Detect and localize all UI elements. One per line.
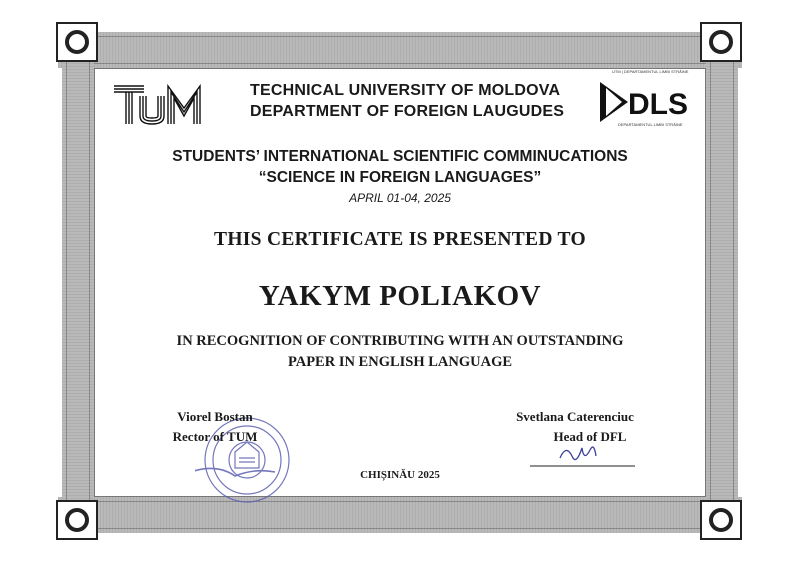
left-signatory-name: Viorel Bostan: [177, 409, 253, 424]
corner-ornament-bottom-left: [56, 500, 98, 540]
place-and-year: CHIȘINĂU 2025: [360, 469, 440, 481]
corner-ornament-bottom-right: [700, 500, 742, 540]
event-line-2: “SCIENCE IN FOREIGN LANGUAGES”: [258, 169, 542, 186]
frame-bottom: [58, 497, 742, 533]
recognition-line-2: PAPER IN ENGLISH LANGUAGE: [287, 354, 513, 370]
right-signatory-title: Head of DFL: [553, 429, 627, 444]
event-title: [150, 146, 650, 188]
signatory-left: [150, 407, 280, 447]
event-dates: APRIL 01-04, 2025: [349, 191, 451, 205]
dls-logo-top-caption: UTM | DEPARTAMENTUL LIMBI STRĂINE: [612, 69, 689, 74]
dls-logo-text: DLS: [628, 88, 688, 121]
corner-ornament-top-left: [56, 22, 98, 62]
left-signatory-title: Rector of TUM: [172, 429, 258, 444]
frame-right: [706, 40, 738, 526]
tum-logo: [110, 78, 208, 130]
right-signature: [530, 436, 640, 472]
certificate-heading: THIS CERTIFICATE IS PRESENTED TO: [214, 229, 586, 250]
corner-ornament-top-right: [700, 22, 742, 62]
event-line-1: STUDENTS’ INTERNATIONAL SCIENTIFIC COMMINUCATIONS: [172, 148, 628, 165]
department-name: DEPARTMENT OF FOREIGN LAUGUDES: [250, 103, 565, 120]
university-name: TECHNICAL UNIVERSITY OF MOLDOVA: [250, 82, 561, 99]
recognition-text: [120, 331, 680, 373]
recipient-name: YAKYM POLIAKOV: [258, 280, 542, 312]
frame-top: [58, 32, 742, 68]
frame-left: [62, 40, 94, 526]
recognition-line-1: IN RECOGNITION OF CONTRIBUTING WITH AN OUTSTANDING: [176, 333, 624, 349]
university-header: [250, 80, 570, 122]
right-signatory-name: Svetlana Caterenciuc: [516, 409, 634, 424]
dls-logo-bottom-caption: DEPARTAMENTUL LIMBI STRĂINE: [618, 122, 683, 127]
